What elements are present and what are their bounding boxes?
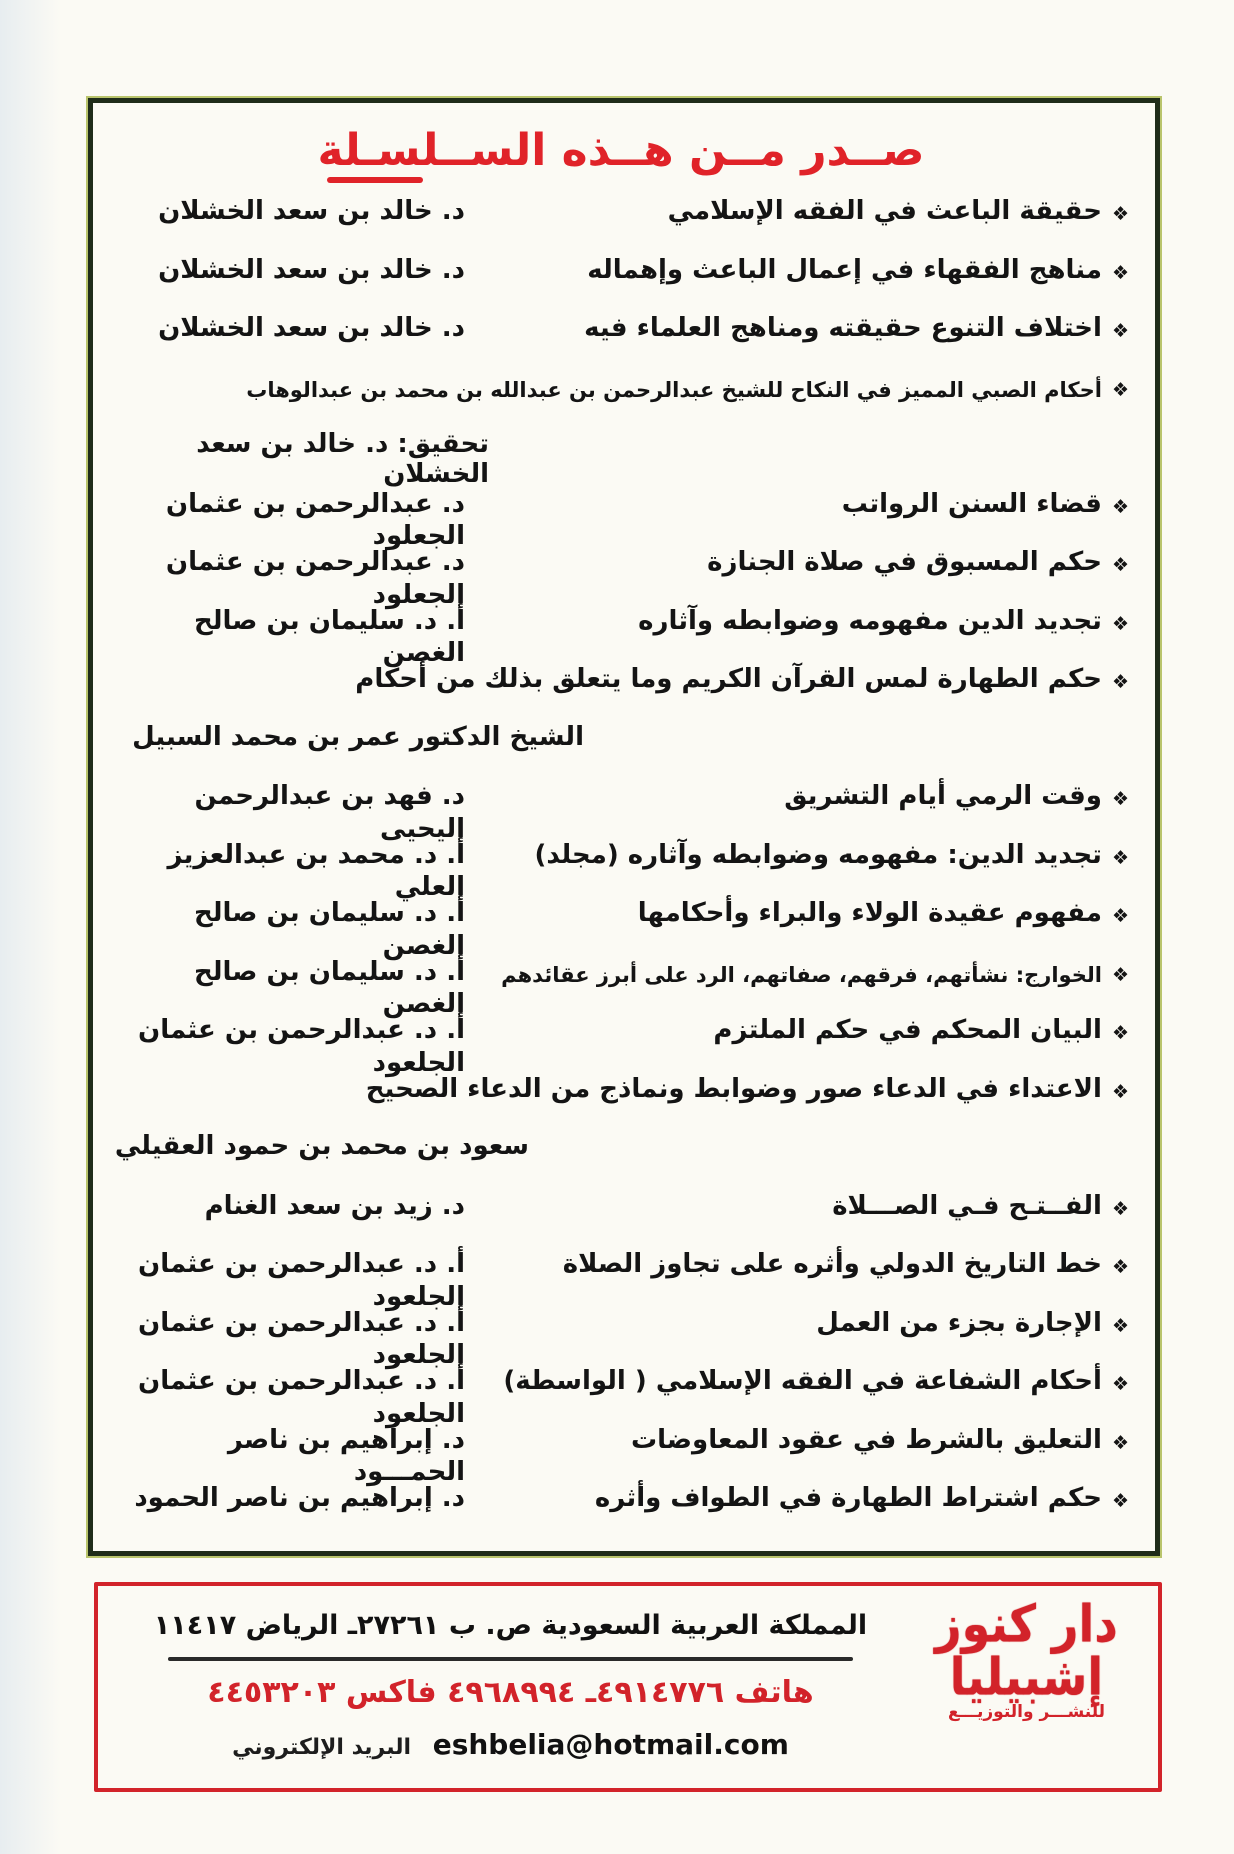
- publisher-email-label: البريد الإلكتروني: [232, 1735, 412, 1760]
- book-title: خط التاريخ الدولي وأثره على تجاوز الصلاة: [562, 1249, 1102, 1280]
- series-item: [113, 254, 1129, 313]
- book-title: الخوارج: نشأتهم، فرقهم، صفاتهم، الرد على أبرز عقائدهم: [501, 962, 1102, 987]
- series-item: [113, 195, 1129, 254]
- book-title: البيان المحكم في حكم الملتزم: [713, 1015, 1102, 1046]
- series-heading: صــدر مــن هــذه الســلسـلة: [317, 125, 925, 176]
- book-author: د. إبراهيم بن ناصر الحمود: [134, 1483, 465, 1514]
- diamond-bullet-icon: ❖: [1111, 671, 1129, 694]
- book-title: الإجارة بجزء من العمل: [816, 1307, 1102, 1338]
- publisher-address: المملكة العربية السعودية ص. ب ٢٧٢٦١ـ الرياض ١١٤١٧: [153, 1610, 868, 1641]
- book-title: مناهج الفقهاء في إعمال الباعث وإهماله: [587, 254, 1102, 285]
- book-author: أ. د. محمد بن عبدالعزيز العلي: [167, 839, 465, 903]
- book-title: وقت الرمي أيام التشريق: [784, 781, 1102, 812]
- series-item: [113, 956, 1129, 1020]
- book-author: د. عبدالرحمن بن عثمان الجعلود: [165, 488, 465, 552]
- book-author: أ. د. عبدالرحمن بن عثمان الجلعود: [138, 1366, 465, 1429]
- book-title: حكم الطهارة لمس القرآن الكريم وما يتعلق بذلك من أحكام: [355, 664, 1102, 695]
- book-title: حكم اشتراط الطهارة في الطواف وأثره: [594, 1483, 1102, 1514]
- book-title: أحكام الصبي المميز في النكاح للشيخ عبدالرحمن بن عبدالله بن محمد بن عبدالوهاب: [246, 377, 1102, 402]
- book-title: أحكام الشفاعة في الفقه الإسلامي ( الواسطة): [503, 1366, 1102, 1397]
- series-item: [113, 1482, 1129, 1541]
- diamond-bullet-icon: ❖: [1111, 905, 1129, 928]
- diamond-bullet-icon: ❖: [1111, 963, 1129, 986]
- book-author: أ. د. عبدالرحمن بن عثمان الجلعود: [138, 1307, 465, 1371]
- diamond-bullet-icon: ❖: [1111, 1022, 1129, 1045]
- series-item: [113, 1307, 1129, 1371]
- book-title: قضاء السنن الرواتب: [841, 488, 1102, 519]
- series-item: [113, 371, 1129, 430]
- diamond-bullet-icon: ❖: [1111, 1256, 1129, 1279]
- book-title: حقيقة الباعث في الفقه الإسلامي: [667, 196, 1102, 227]
- book-title: حكم المسبوق في صلاة الجنازة: [707, 547, 1102, 578]
- publisher-logo-text: دار كنوز إشبيليا: [935, 1593, 1118, 1707]
- footer-divider: [168, 1657, 853, 1661]
- book-author: د. عبدالرحمن بن عثمان الجعلود: [165, 547, 465, 610]
- book-title: تجديد الدين: مفهومه وضوابطه وآثاره (مجلد): [534, 839, 1102, 870]
- book-author: د. خالد بن سعد الخشلان: [158, 313, 465, 344]
- book-author: أ. د. عبدالرحمن بن عثمان الجلعود: [138, 1249, 465, 1312]
- series-item-author-line: الشيخ الدكتور عمر بن محمد السبيل: [132, 721, 584, 752]
- diamond-bullet-icon: ❖: [1111, 1490, 1129, 1513]
- series-item: [113, 1014, 1129, 1078]
- series-item-author-line: تحقيق: د. خالد بن سعد الخشلان: [196, 429, 489, 490]
- heading-underline-decoration: [327, 177, 423, 183]
- series-item: [113, 839, 1129, 903]
- diamond-bullet-icon: ❖: [1111, 788, 1129, 811]
- diamond-bullet-icon: ❖: [1111, 1197, 1129, 1220]
- diamond-bullet-icon: ❖: [1111, 1314, 1129, 1337]
- book-title: اختلاف التنوع حقيقته ومناهج العلماء فيه: [584, 313, 1102, 344]
- diamond-bullet-icon: ❖: [1111, 495, 1129, 518]
- series-item: [113, 1190, 1129, 1249]
- publisher-tagline: للنشـــر والتوزيـــع: [947, 1701, 1106, 1722]
- book-author: د. خالد بن سعد الخشلان: [158, 254, 465, 285]
- publisher-email-line: [112, 1728, 909, 1761]
- series-item: [113, 312, 1129, 371]
- diamond-bullet-icon: ❖: [1111, 320, 1129, 343]
- diamond-bullet-icon: ❖: [1111, 378, 1129, 401]
- series-item: [113, 663, 1129, 722]
- series-item: [113, 546, 1129, 610]
- series-item: [113, 1424, 1129, 1488]
- series-item: [113, 1073, 1129, 1132]
- book-author: أ. د. سليمان بن صالح الغصن: [194, 956, 465, 1020]
- series-item: [113, 488, 1129, 552]
- publisher-info-box: [94, 1582, 1162, 1792]
- diamond-bullet-icon: ❖: [1111, 261, 1129, 284]
- series-heading-wrap: [317, 127, 924, 175]
- series-item: [113, 897, 1129, 961]
- diamond-bullet-icon: ❖: [1111, 846, 1129, 869]
- series-item: [113, 1365, 1129, 1429]
- book-author: أ. د. سليمان بن صالح الغصن: [194, 898, 465, 961]
- diamond-bullet-icon: ❖: [1111, 612, 1129, 635]
- diamond-bullet-icon: ❖: [1111, 203, 1129, 226]
- series-item: [113, 780, 1129, 844]
- diamond-bullet-icon: ❖: [1111, 554, 1129, 577]
- book-title: الفــتـح فـي الصـــلاة: [832, 1190, 1102, 1221]
- book-author: أ. د. سليمان بن صالح الغصن: [194, 605, 465, 669]
- series-list-box: [88, 98, 1160, 1556]
- series-item: [113, 1248, 1129, 1312]
- publisher-contact: [112, 1594, 909, 1780]
- book-author: د. إبراهيم بن ناصر الحمـــود: [227, 1424, 465, 1488]
- book-author: أ. د. عبدالرحمن بن عثمان الجلعود: [138, 1015, 465, 1078]
- book-title: مفهوم عقيدة الولاء والبراء وأحكامها: [637, 898, 1102, 929]
- book-title: التعليق بالشرط في عقود المعاوضات: [631, 1424, 1102, 1455]
- book-title: الاعتداء في الدعاء صور وضوابط ونماذج من الدعاء الصحيح: [365, 1073, 1102, 1104]
- publisher-phone-fax: هاتف ٤٩١٤٧٧٦ـ ٤٩٦٨٩٩٤ فاكس ٤٤٥٣٢٠٣: [207, 1675, 814, 1710]
- diamond-bullet-icon: ❖: [1111, 1431, 1129, 1454]
- publisher-logo: [909, 1594, 1144, 1780]
- book-author: د. فهد بن عبدالرحمن اليحيى: [194, 781, 465, 844]
- diamond-bullet-icon: ❖: [1111, 1080, 1129, 1103]
- publisher-email: eshbelia@hotmail.com: [432, 1728, 789, 1761]
- book-title: تجديد الدين مفهومه وضوابطه وآثاره: [638, 605, 1102, 636]
- series-item-author-line: سعود بن محمد بن حمود العقيلي: [114, 1131, 529, 1162]
- series-item: [113, 605, 1129, 669]
- diamond-bullet-icon: ❖: [1111, 1373, 1129, 1396]
- book-author: د. خالد بن سعد الخشلان: [158, 196, 465, 227]
- book-author: د. زيد بن سعد الغنام: [204, 1190, 465, 1221]
